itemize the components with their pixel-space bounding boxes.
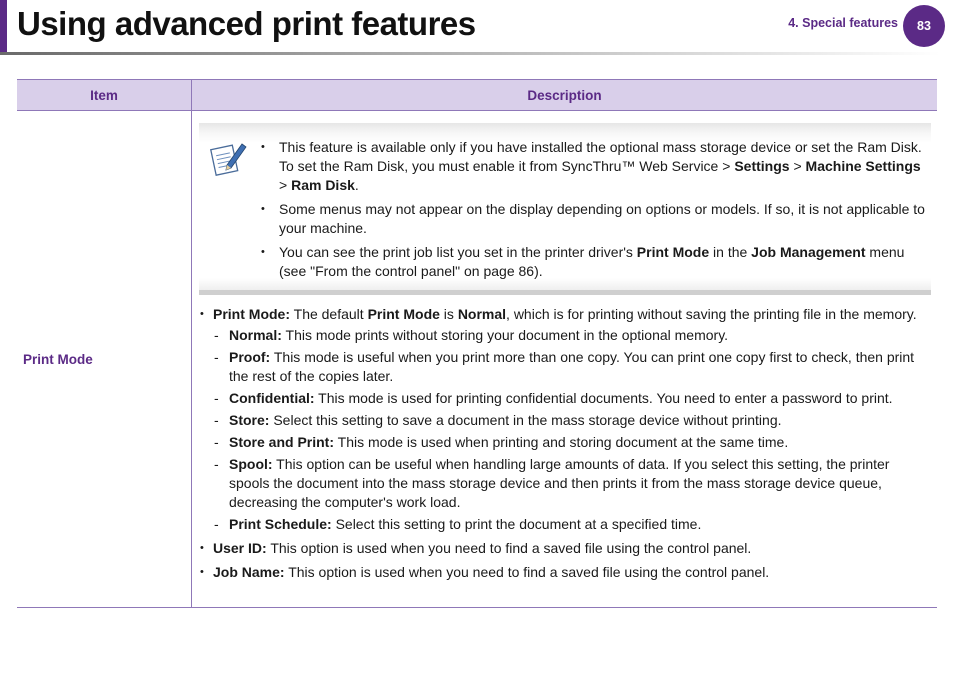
mode-text: Select this setting to print the document at a specified time. xyxy=(331,516,702,532)
mode-text: This option can be useful when handling large amounts of data. If you select this setting, the printer spools the document into the mass storage device and then prints it from the mass storage device queue, decreasing the computer's work load. xyxy=(229,456,890,510)
table-row xyxy=(17,111,937,608)
breadcrumb-separator: > xyxy=(279,177,292,193)
breadcrumb-separator: > xyxy=(789,158,806,174)
note-list xyxy=(259,138,927,286)
mode-label: Store: xyxy=(229,412,270,428)
feature-table xyxy=(17,79,937,608)
note-text: This feature is available only if you have installed the optional mass storage device or set the Ram Disk. To set the Ram Disk, you must enable it from SyncThru™ Web Service xyxy=(279,139,922,174)
mode-label: Store and Print: xyxy=(229,434,335,450)
mode-label: Print Schedule: xyxy=(229,516,332,532)
page-title: Using advanced print features xyxy=(17,5,476,42)
term-bold: Normal xyxy=(457,306,507,322)
list-item-mode xyxy=(213,348,933,386)
mode-label: Proof: xyxy=(229,349,271,365)
note-item xyxy=(259,243,927,281)
breadcrumb-separator: > xyxy=(718,158,735,174)
mode-text: This mode prints without storing your document in the optional memory. xyxy=(281,327,729,343)
term-text: This option is used when you need to find a saved file using the control panel. xyxy=(284,564,770,580)
note-text: in the xyxy=(709,244,752,260)
breadcrumb-ram-disk: Ram Disk xyxy=(291,177,355,193)
column-header-item: Item xyxy=(17,80,192,111)
header-divider xyxy=(0,52,940,55)
note-bold-term: Print Mode xyxy=(636,244,710,260)
list-item-mode xyxy=(213,433,933,452)
mode-label: Spool: xyxy=(229,456,273,472)
term-text: This option is used when you need to find a saved file using the control panel. xyxy=(266,540,752,556)
note-item xyxy=(259,138,927,195)
list-item-user-id xyxy=(199,539,933,558)
mode-label: Confidential: xyxy=(229,390,315,406)
page-number-badge: 83 xyxy=(903,5,945,47)
column-header-description: Description xyxy=(192,80,938,111)
note-text: You can see the print job list you set in the printer driver's xyxy=(279,244,637,260)
term-text: , which is for printing without saving the printing file in the memory. xyxy=(506,306,917,322)
description-list xyxy=(199,305,933,587)
note-pencil-icon xyxy=(207,139,247,177)
item-label-print-mode: Print Mode xyxy=(23,351,93,367)
list-item-job-name xyxy=(199,563,933,582)
mode-label: Normal: xyxy=(229,327,282,343)
term-label: Job Name: xyxy=(213,564,285,580)
breadcrumb-machine-settings: Machine Settings xyxy=(805,158,921,174)
mode-text: This mode is used for printing confidential documents. You need to enter a password to print. xyxy=(314,390,893,406)
list-item-mode xyxy=(213,515,933,534)
term-text: The default xyxy=(290,306,368,322)
table-header-row xyxy=(17,80,937,111)
list-item-mode xyxy=(213,326,933,345)
mode-text: This mode is useful when you print more than one copy. You can print one copy first to check, then print the rest of the copies later. xyxy=(229,349,915,384)
section-label: 4. Special features xyxy=(788,16,898,30)
term-bold: Print Mode xyxy=(367,306,440,322)
term-label: User ID: xyxy=(213,540,267,556)
note-text: Some menus may not appear on the display depending on options or models. If so, it is not applicable to your machine. xyxy=(279,201,925,236)
description-cell xyxy=(192,111,938,608)
mode-text: Select this setting to save a document in the mass storage device without printing. xyxy=(269,412,782,428)
list-item-mode xyxy=(213,411,933,430)
term-text: is xyxy=(439,306,458,322)
list-item-mode xyxy=(213,389,933,408)
header-accent-bar xyxy=(0,0,7,52)
note-bold-term: Job Management xyxy=(751,244,866,260)
list-item-mode xyxy=(213,455,933,512)
note-text: . xyxy=(354,177,359,193)
note-text: menu (see "From the control panel" on page 86). xyxy=(279,244,905,279)
item-cell xyxy=(17,111,192,608)
mode-sub-list xyxy=(213,326,933,534)
term-label: Print Mode: xyxy=(213,306,290,322)
note-item xyxy=(259,200,927,238)
breadcrumb-settings: Settings xyxy=(734,158,790,174)
list-item-print-mode xyxy=(199,305,933,534)
note-box xyxy=(199,123,931,295)
mode-text: This mode is used when printing and storing document at the same time. xyxy=(334,434,789,450)
